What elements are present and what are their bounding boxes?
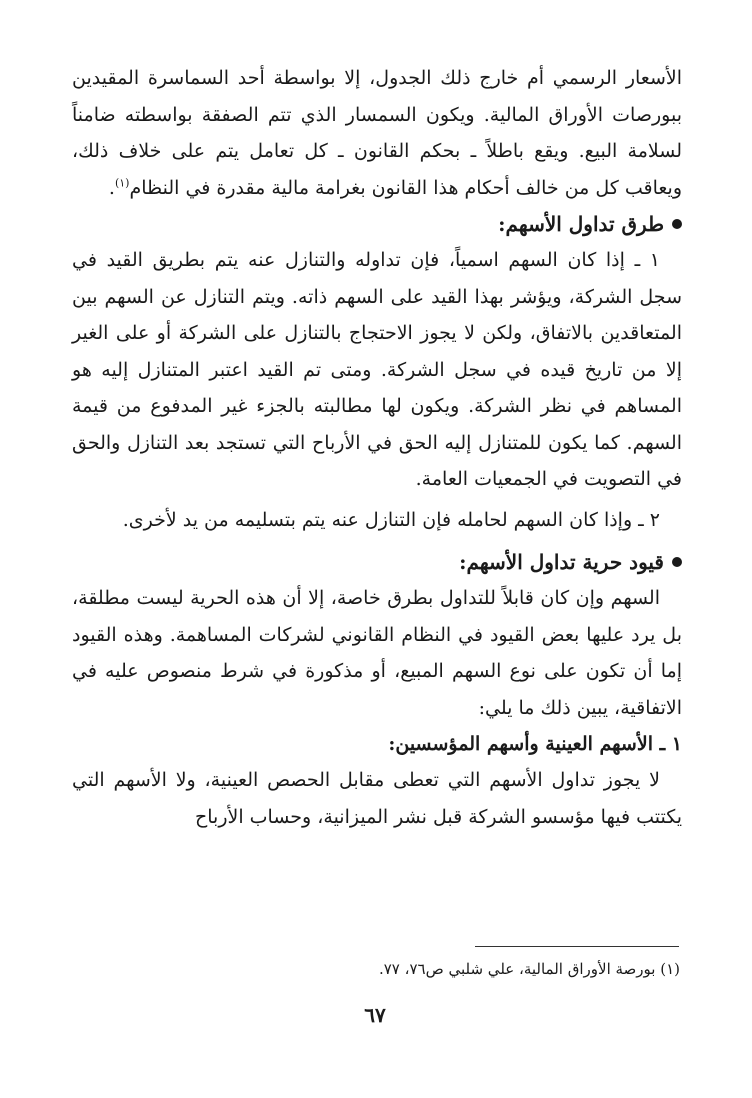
bullet-icon <box>672 557 682 567</box>
footnote-divider <box>475 946 679 947</box>
subheading-in-kind-founder-shares: ١ ـ الأسهم العينية وأسهم المؤسسين: <box>388 733 682 755</box>
footnote: (١) بورصة الأوراق المالية، علي شلبي ص٧٦، ٧٧. <box>378 960 680 978</box>
paragraph-restrictions: السهم وإن كان قابلاً للتداول بطرق خاصة، إلا أن هذه الحرية ليست مطلقة، بل يرد عليها بعض القيود في النظام القانوني لشركات المساهمة. وهذه القيود إما أن تكون على نوع السهم المبيع، أو مذكورة في شرط منصوص عليه في الاتفاقية، يبين ذلك ما يلي: <box>72 587 682 719</box>
section-heading-trading-methods: طرق تداول الأسهم: <box>72 206 682 242</box>
footnote-reference[interactable]: (١) <box>114 176 130 190</box>
page-number: ٦٧ <box>364 1003 386 1027</box>
page-body <box>72 60 682 835</box>
bullet-icon <box>672 219 682 229</box>
paragraph-bearer-shares: ٢ ـ وإذا كان السهم لحامله فإن التنازل عنه يتم بتسليمه من يد لأخرى. <box>122 508 660 531</box>
paragraph-in-kind-shares: لا يجوز تداول الأسهم التي تعطى مقابل الحصص العينية، ولا الأسهم التي يكتتب فيها مؤسسو الشركة قبل نشر الميزانية، وحساب الأرباح <box>72 769 682 828</box>
paragraph-intro: الأسعار الرسمي أم خارج ذلك الجدول، إلا بواسطة أحد السماسرة المقيدين ببورصات الأوراق المالية. ويكون السمسار الذي تتم الصفقة بواسطته ضامناً لسلامة البيع. ويقع باطلاً ـ بحكم القانون ـ كل تعامل يتم على خلاف ذلك، ويعاقب كل من خالف أحكام هذا القانون بغرامة مالية مقدرة في النظام$^{(١)}$. <box>72 67 682 199</box>
paragraph-named-shares: ١ ـ إذا كان السهم اسمياً، فإن تداوله والتنازل عنه يتم بطريق القيد في سجل الشركة، ويؤشر بهذا القيد على السهم ذاته. ويتم التنازل عن السهم بين المتعاقدين بالاتفاق، ولكن لا يجوز الاحتجاج بالتنازل على الشركة أو على الغير إلا من تاريخ قيده في سجل الشركة. ومتى تم القيد اعتبر المتنازل إليه هو المساهم في نظر الشركة. ويكون لها مطالبته بالجزء غير المدفوع من قيمة السهم. كما يكون للمتنازل إليه الحق في الأرباح التي تستجد بعد التنازل والحق في التصويت في الجمعيات العامة. <box>72 249 682 490</box>
section-heading-trading-restrictions: قيود حرية تداول الأسهم: <box>72 544 682 580</box>
